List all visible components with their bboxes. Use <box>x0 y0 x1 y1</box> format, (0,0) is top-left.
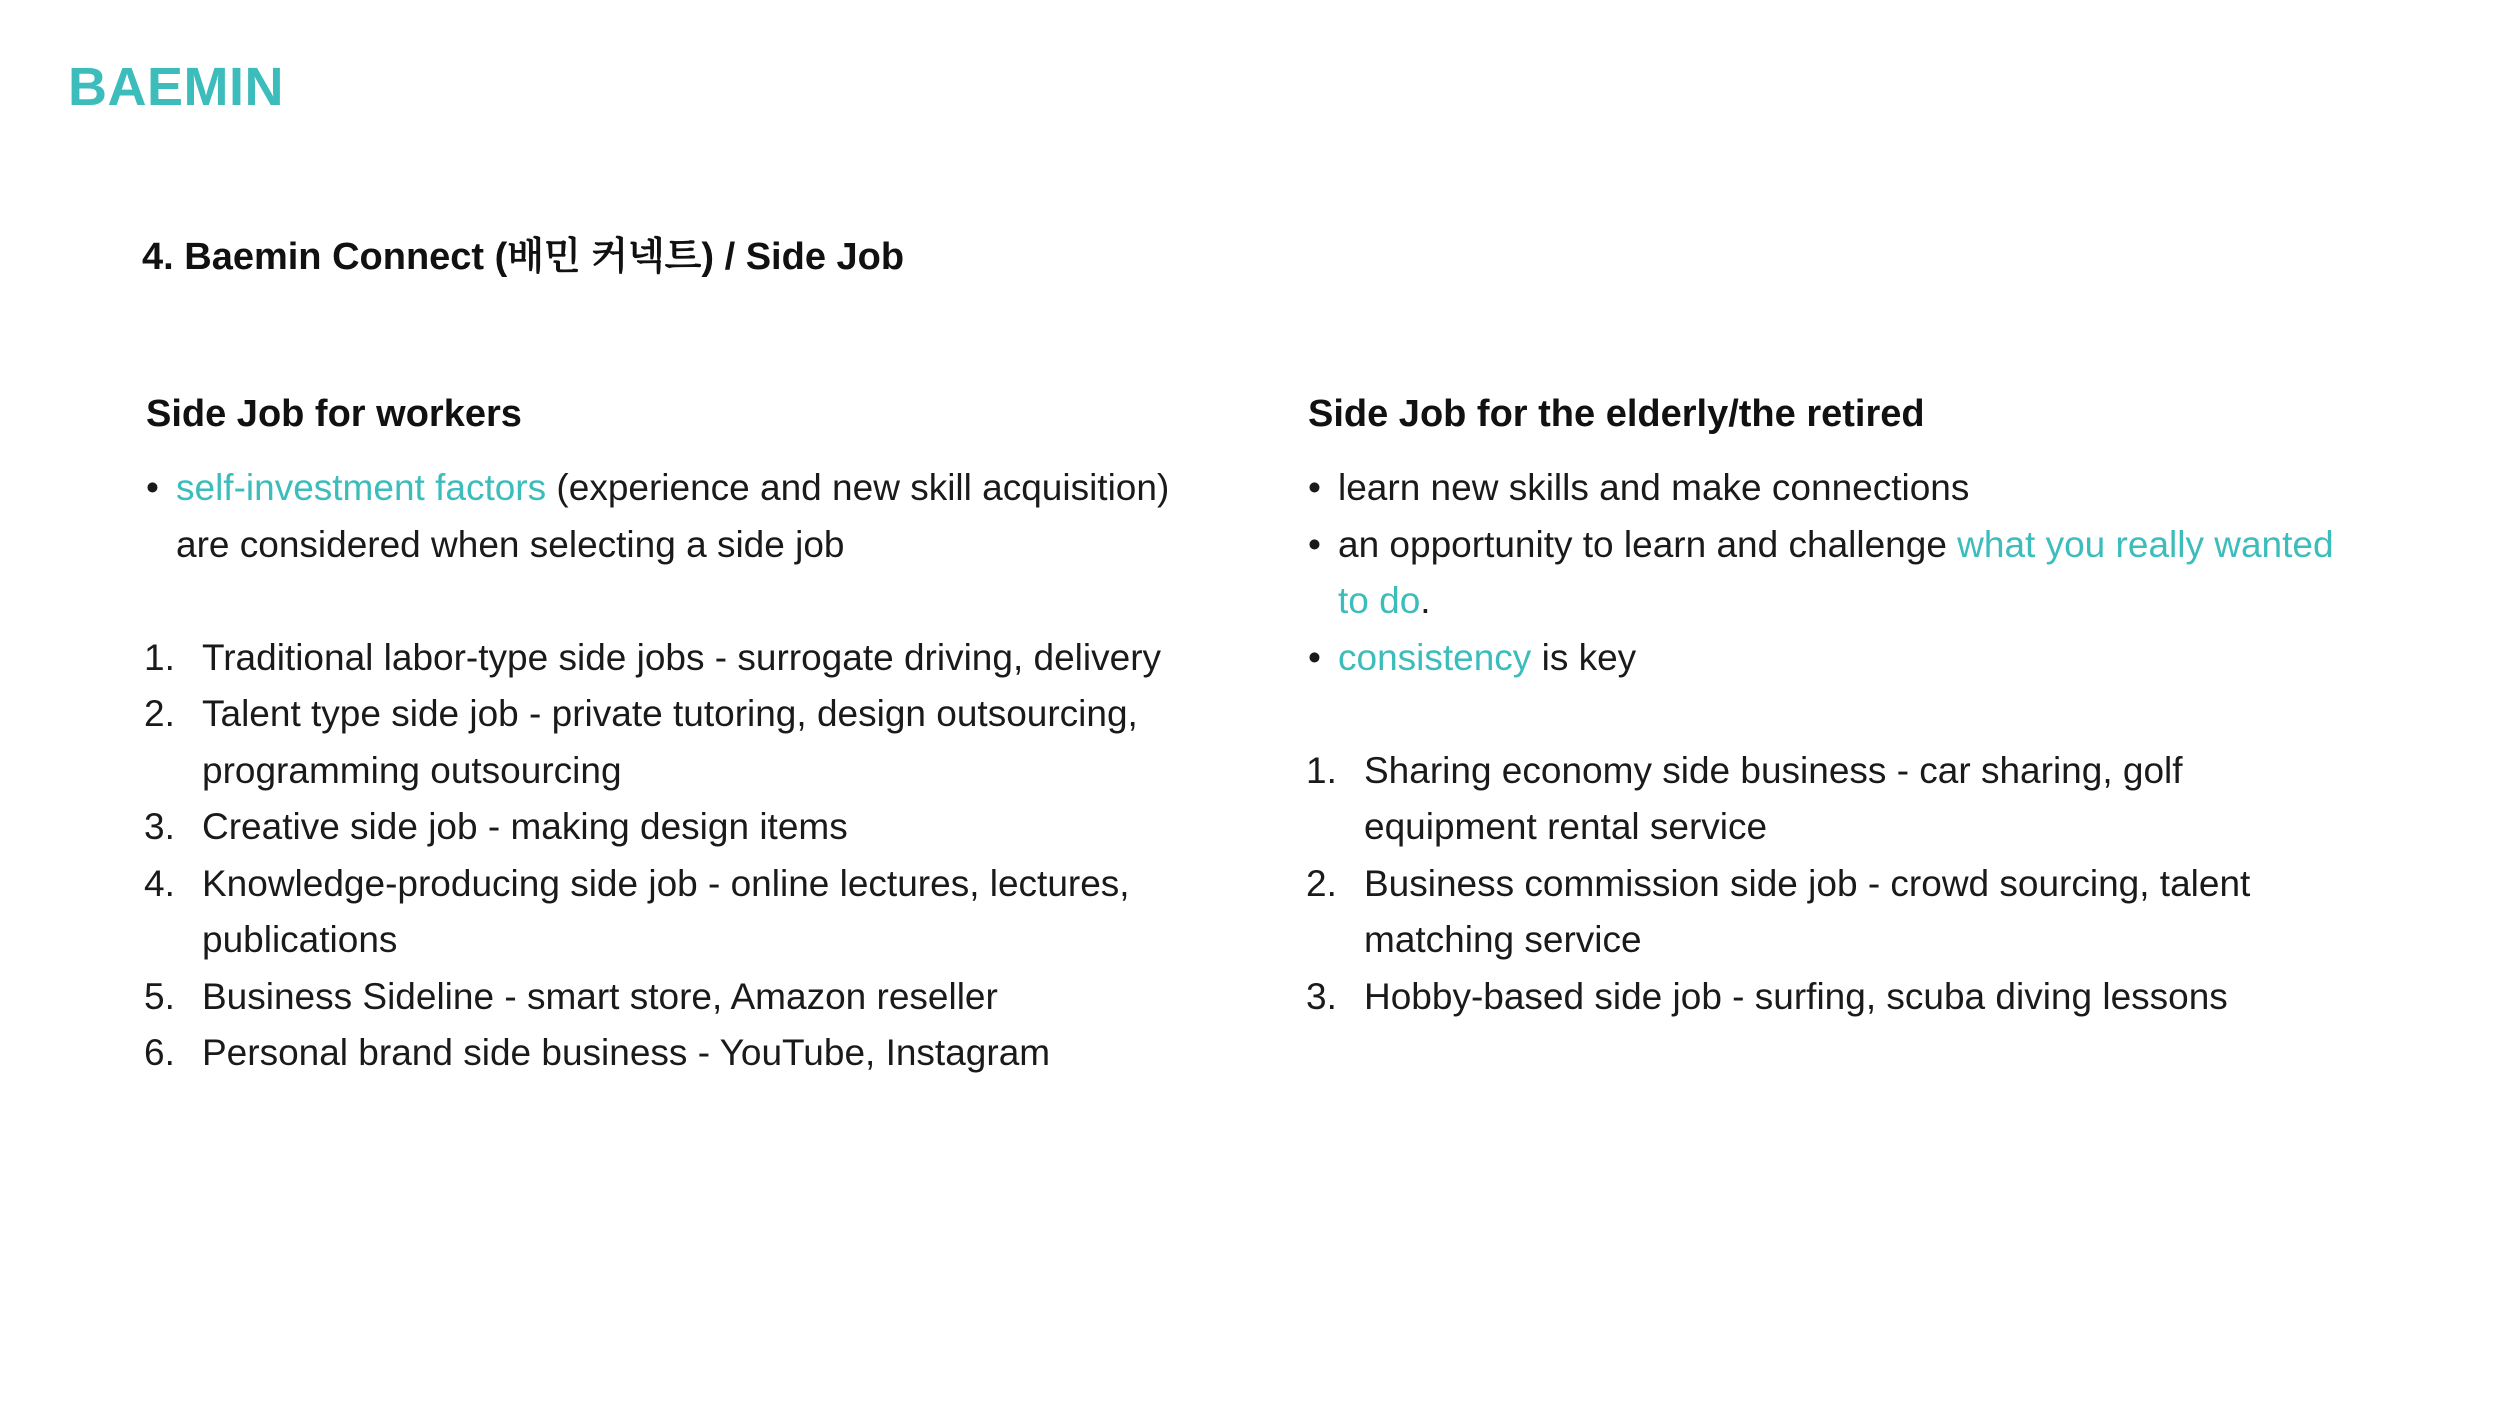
list-item <box>146 799 1196 856</box>
list-item-text: Sharing economy side business - car sharing, golf equipment rental service <box>1364 749 2183 847</box>
spacer <box>146 573 1196 630</box>
list-item-text: Personal brand side business - YouTube, Instagram <box>202 1032 1051 1073</box>
brand-logo: BAEMIN <box>68 57 284 117</box>
highlight-text: self-investment factors <box>176 467 547 508</box>
retired-heading: Side Job for the elderly/the retired <box>1308 393 1925 435</box>
list-item <box>1308 630 2358 687</box>
highlight-text: what you really wanted to do <box>1338 523 2334 621</box>
bullet-marker: • <box>1308 523 1321 565</box>
list-number: 2. <box>1306 862 1337 904</box>
list-item <box>146 1025 1196 1082</box>
list-number: 1. <box>1306 749 1337 791</box>
list-item-text: Talent type side job - private tutoring, design outsourcing, programming outsourcing <box>202 693 1138 791</box>
bullet-marker: • <box>146 467 159 508</box>
list-item-text: Traditional labor-type side jobs - surrogate driving, delivery <box>202 636 1162 678</box>
list-item <box>1308 969 2358 1026</box>
list-number: 2. <box>144 693 175 734</box>
workers-numbered-list <box>146 630 1196 1082</box>
list-item-text: Hobby-based side job - surfing, scuba diving lessons <box>1364 975 2228 1017</box>
list-item-text: Knowledge-producing side job - online lectures, lectures, publications <box>202 862 1130 960</box>
list-item <box>146 460 1196 573</box>
list-number: 4. <box>144 862 175 904</box>
bullet-marker: • <box>1308 636 1321 678</box>
list-item <box>1308 460 2358 517</box>
list-number: 3. <box>144 806 175 847</box>
spacer <box>1308 686 2358 743</box>
list-number: 1. <box>144 636 175 678</box>
list-item-text: Creative side job - making design items <box>202 806 848 847</box>
bullet-text: an opportunity to learn and challenge <box>1338 523 1958 565</box>
list-number: 3. <box>1306 975 1337 1017</box>
list-number: 6. <box>144 1032 175 1073</box>
list-item <box>1308 856 2358 969</box>
workers-heading: Side Job for workers <box>146 393 522 435</box>
list-item <box>146 969 1196 1026</box>
bullet-marker: • <box>1308 467 1321 508</box>
list-item-text: Business commission side job - crowd sourcing, talent matching service <box>1364 862 2251 960</box>
retired-column <box>1308 392 2358 1025</box>
list-item <box>146 686 1196 799</box>
highlight-text: consistency <box>1338 636 1532 678</box>
workers-bullet-list <box>146 460 1196 573</box>
bullet-text-end: is key <box>1531 636 1637 678</box>
list-item <box>1308 517 2358 630</box>
retired-bullet-list <box>1308 460 2358 686</box>
list-item <box>146 630 1196 687</box>
bullet-text-end: . <box>1420 580 1431 621</box>
list-item <box>146 856 1196 969</box>
list-item <box>1308 743 2358 856</box>
list-item-text: Business Sideline - smart store, Amazon reseller <box>202 975 998 1017</box>
bullet-text: learn new skills and make connections <box>1338 467 1970 508</box>
list-number: 5. <box>144 975 175 1017</box>
retired-numbered-list <box>1308 743 2358 1026</box>
section-title: 4. Baemin Connect (배민 커넥트) / Side Job <box>142 236 905 278</box>
bullet-text: (experience and new skill acquisition) are considered when selecting a side job <box>176 467 1170 565</box>
workers-column <box>146 392 1196 1082</box>
